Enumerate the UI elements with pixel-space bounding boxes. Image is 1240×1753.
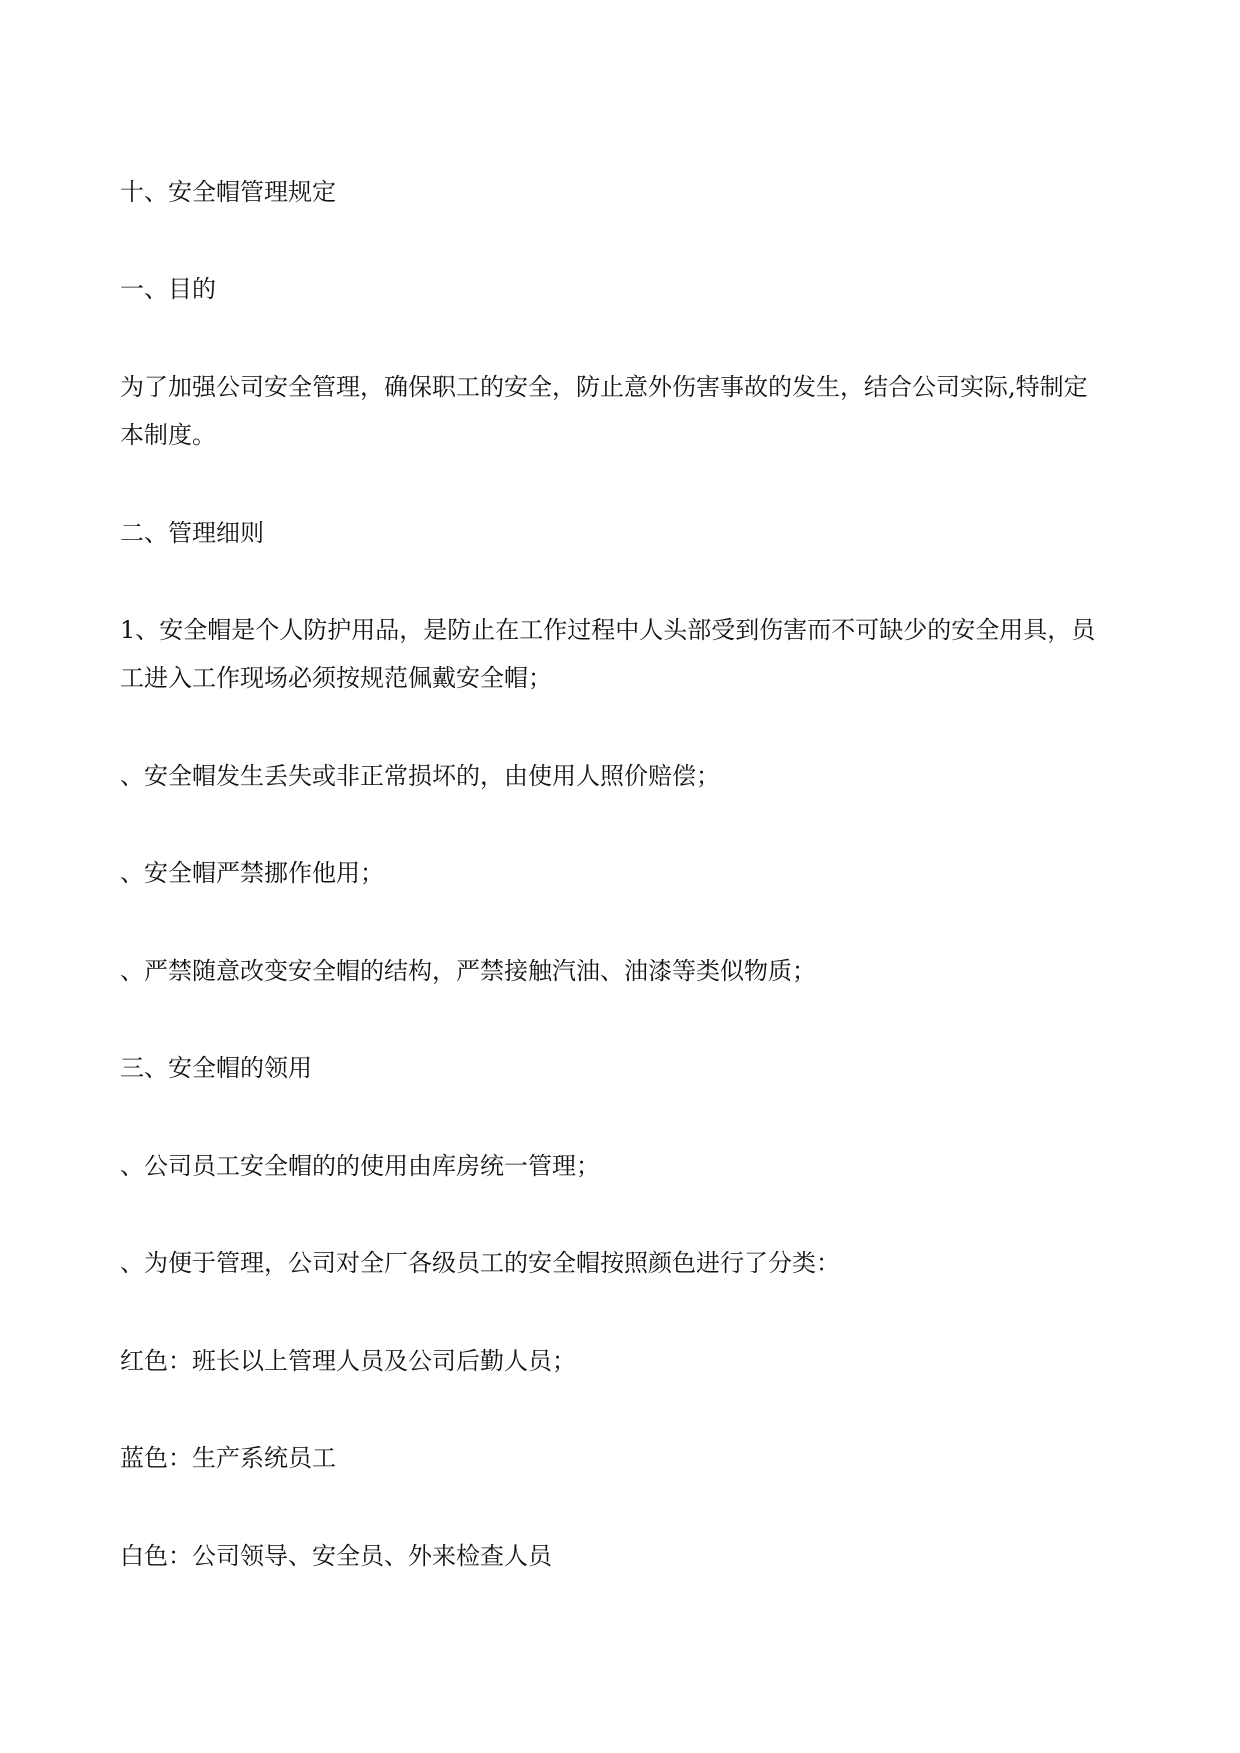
section-heading-issuance: 三、安全帽的领用 — [120, 1054, 312, 1082]
rule-item-1-line-2: 工进入工作现场必须按规范佩戴安全帽； — [120, 664, 552, 692]
rule-item-2: 、安全帽发生丢失或非正常损坏的，由使用人照价赔偿； — [120, 762, 720, 790]
rule-item-3: 、安全帽严禁挪作他用； — [120, 859, 384, 887]
purpose-text-line-2: 本制度。 — [120, 421, 216, 449]
document-title: 十、安全帽管理规定 — [120, 178, 336, 206]
section-heading-rules: 二、管理细则 — [120, 519, 264, 547]
rule-item-4: 、严禁随意改变安全帽的结构，严禁接触汽油、油漆等类似物质； — [120, 957, 816, 985]
purpose-text-line-1: 为了加强公司安全管理，确保职工的安全，防止意外伤害事故的发生，结合公司实际,特制定 — [120, 373, 1088, 401]
color-white-rule: 白色：公司领导、安全员、外来检查人员 — [120, 1542, 552, 1570]
section-heading-purpose: 一、目的 — [120, 275, 216, 303]
issuance-item-2: 、为便于管理，公司对全厂各级员工的安全帽按照颜色进行了分类： — [120, 1249, 840, 1277]
color-blue-rule: 蓝色：生产系统员工 — [120, 1444, 336, 1472]
color-red-rule: 红色：班长以上管理人员及公司后勤人员； — [120, 1347, 576, 1375]
rule-item-1-line-1: 1、安全帽是个人防护用品，是防止在工作过程中人头部受到伤害而不可缺少的安全用具，员 — [120, 616, 1096, 644]
issuance-item-1: 、公司员工安全帽的的使用由库房统一管理； — [120, 1152, 600, 1180]
